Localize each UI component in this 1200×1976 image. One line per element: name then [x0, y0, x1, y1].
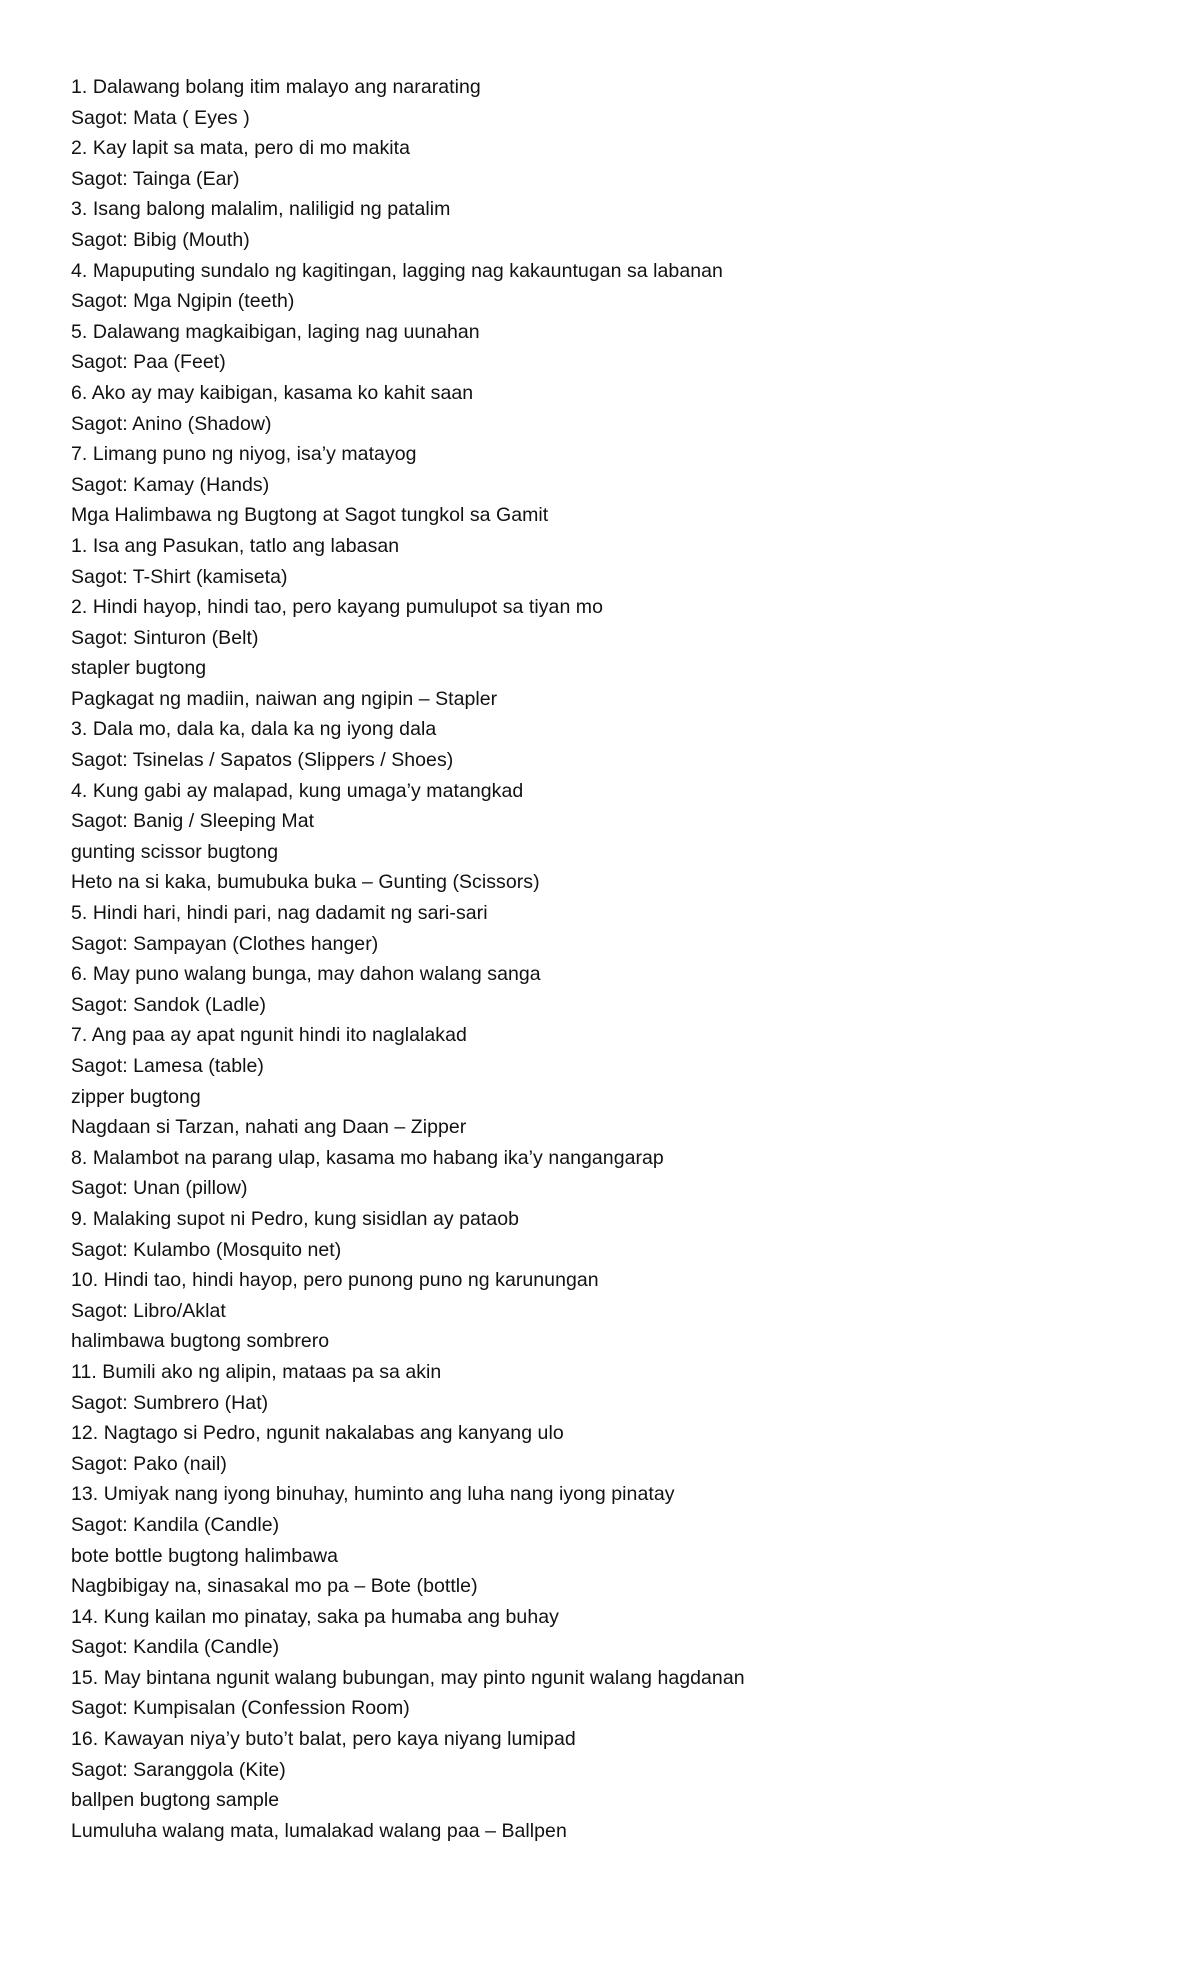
text-line: Sagot: Kumpisalan (Confession Room)	[71, 1697, 410, 1720]
text-line: zipper bugtong	[71, 1085, 201, 1108]
text-line: Sagot: Libro/Aklat	[71, 1299, 226, 1322]
text-line: 3. Isang balong malalim, naliligid ng patalim	[71, 198, 451, 221]
text-line: 9. Malaking supot ni Pedro, kung sisidlan ay pataob	[71, 1207, 520, 1230]
text-line: 16. Kawayan niya’y buto’t balat, pero kaya niyang lumipad	[71, 1728, 576, 1751]
text-line: Sagot: Lamesa (table)	[71, 1055, 264, 1077]
text-line: Sagot: T-Shirt (kamiseta)	[71, 565, 288, 588]
text-line: ballpen bugtong sample	[71, 1789, 280, 1812]
text-line: Sagot: Sinturon (Belt)	[71, 626, 259, 649]
text-line: 8. Malambot na parang ulap, kasama mo habang ika’y nangangarap	[71, 1146, 664, 1169]
text-line: stapler bugtong	[71, 657, 207, 680]
text-line: Sagot: Mga Ngipin (teeth)	[71, 290, 295, 313]
text-line: 4. Mapuputing sundalo ng kagitingan, lagging nag kakauntugan sa labanan	[71, 259, 723, 282]
text-line: 12. Nagtago si Pedro, ngunit nakalabas ang kanyang ulo	[71, 1422, 564, 1445]
text-line: Sagot: Bibig (Mouth)	[71, 228, 250, 251]
text-line: 2. Hindi hayop, hindi tao, pero kayang pumulupot sa tiyan mo	[71, 596, 603, 619]
text-line: Sagot: Sandok (Ladle)	[71, 993, 267, 1016]
text-line: Sagot: Saranggola (Kite)	[71, 1758, 286, 1781]
text-line: Nagbibigay na, sinasakal mo pa – Bote (bottle)	[71, 1575, 478, 1598]
text-line: 13. Umiyak nang iyong binuhay, huminto ang luha nang iyong pinatay	[71, 1483, 675, 1506]
document-body	[71, 72, 1131, 1846]
text-line: 11. Bumili ako ng alipin, mataas pa sa akin	[71, 1360, 442, 1383]
text-line: 10. Hindi tao, hindi hayop, pero punong puno ng karunungan	[71, 1269, 599, 1292]
text-line: Sagot: Mata ( Eyes )	[71, 106, 250, 129]
text-line: 15. May bintana ngunit walang bubungan, may pinto ngunit walang hagdanan	[71, 1666, 745, 1689]
text-line: Sagot: Anino (Shadow)	[71, 412, 272, 435]
text-line: 3. Dala mo, dala ka, dala ka ng iyong dala	[71, 718, 437, 741]
text-line: halimbawa bugtong sombrero	[71, 1330, 330, 1353]
text-line: Sagot: Unan (pillow)	[71, 1177, 248, 1200]
text-line: Sagot: Sumbrero (Hat)	[71, 1391, 269, 1414]
text-line: Sagot: Kandila (Candle)	[71, 1636, 280, 1659]
text-line: 2. Kay lapit sa mata, pero di mo makita	[71, 137, 411, 160]
text-line: Sagot: Kulambo (Mosquito net)	[71, 1238, 342, 1261]
text-line: Sagot: Banig / Sleeping Mat	[71, 810, 315, 833]
text-line: Sagot: Kamay (Hands)	[71, 473, 270, 496]
text-line: Sagot: Sampayan (Clothes hanger)	[71, 932, 379, 955]
text-line: Heto na si kaka, bumubuka buka – Gunting (Scissors)	[71, 871, 540, 894]
text-line: 5. Hindi hari, hindi pari, nag dadamit ng sari-sari	[71, 902, 488, 925]
text-line: 7. Limang puno ng niyog, isa’y matayog	[71, 443, 417, 466]
text-line: 6. May puno walang bunga, may dahon walang sanga	[71, 963, 541, 986]
text-line: Sagot: Pako (nail)	[71, 1452, 227, 1475]
text-line: 5. Dalawang magkaibigan, laging nag uunahan	[71, 320, 480, 343]
text-line: Sagot: Kandila (Candle)	[71, 1513, 280, 1536]
text-line: Sagot: Paa (Feet)	[71, 351, 226, 374]
text-line: 4. Kung gabi ay malapad, kung umaga’y matangkad	[71, 779, 524, 802]
text-line: Nagdaan si Tarzan, nahati ang Daan – Zipper	[71, 1116, 467, 1139]
text-line: gunting scissor bugtong	[71, 840, 279, 863]
text-line: Pagkagat ng madiin, naiwan ang ngipin – Stapler	[71, 687, 498, 710]
text-line: Mga Halimbawa ng Bugtong at Sagot tungkol sa Gamit	[71, 504, 549, 527]
text-line: 6. Ako ay may kaibigan, kasama ko kahit saan	[71, 381, 474, 404]
text-line: 14. Kung kailan mo pinatay, saka pa humaba ang buhay	[71, 1605, 559, 1628]
text-line: Lumuluha walang mata, lumalakad walang paa – Ballpen	[71, 1819, 567, 1842]
text-line: 1. Dalawang bolang itim malayo ang nararating	[71, 76, 481, 98]
text-line: 1. Isa ang Pasukan, tatlo ang labasan	[71, 534, 400, 557]
text-line: Sagot: Tsinelas / Sapatos (Slippers / Shoes)	[71, 749, 454, 772]
text-line: 7. Ang paa ay apat ngunit hindi ito naglalakad	[71, 1024, 467, 1047]
text-line: Sagot: Tainga (Ear)	[71, 167, 240, 190]
text-line: bote bottle bugtong halimbawa	[71, 1544, 339, 1567]
